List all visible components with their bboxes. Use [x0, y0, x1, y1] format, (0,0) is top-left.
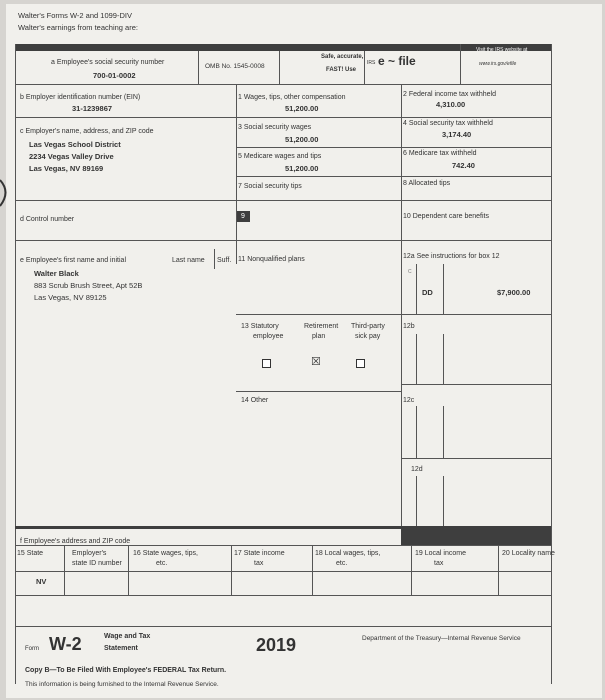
- box-a-label: a Employee's social security number: [51, 59, 165, 66]
- employer-city: Las Vegas, NV 89169: [29, 164, 104, 173]
- box-4-label: 4 Social security tax withheld: [403, 120, 493, 127]
- visit-irs-url: www.irs.gov/efile: [479, 61, 517, 67]
- footer-form-label: Form: [25, 646, 39, 652]
- box-12c-label: 12c: [403, 397, 415, 404]
- employee-name: Walter Black: [34, 269, 79, 278]
- box-17-tax-label: tax: [254, 560, 264, 567]
- box-18-etc-label: etc.: [336, 560, 348, 567]
- retirement-plan-check-mark: ☒: [311, 356, 321, 368]
- safe-fast: FAST! Use: [326, 67, 357, 73]
- box-10-label: 10 Dependent care benefits: [403, 213, 490, 220]
- box-12a-code-letter: C: [408, 269, 412, 275]
- form-right-border: [551, 44, 552, 684]
- box-12b-label: 12b: [403, 323, 415, 330]
- box-4-value: 3,174.40: [442, 130, 472, 139]
- page-subtitle: Walter's earnings from teaching are:: [18, 23, 138, 32]
- safe-accurate: Safe, accurate,: [321, 54, 364, 60]
- omb-number: OMB No. 1545-0008: [205, 63, 265, 70]
- efile-logo: e ~ file: [378, 54, 416, 68]
- box-d-label: d Control number: [20, 216, 75, 223]
- box-1-label: 1 Wages, tips, other compensation: [238, 94, 346, 101]
- box-16-etc-label: etc.: [156, 560, 168, 567]
- box-18-label: 18 Local wages, tips,: [315, 550, 381, 557]
- irs-info-notice: This information is being furnished to the Internal Revenue Service.: [25, 681, 219, 688]
- employer-street: 2234 Vegas Valley Drive: [29, 152, 114, 161]
- page-edge-curl: [0, 178, 14, 208]
- box-e-lastname-label: Last name: [172, 257, 205, 264]
- box-1-value: 51,200.00: [285, 104, 319, 113]
- box-15-stateid-label: state ID number: [72, 560, 122, 567]
- box-5-label: 5 Medicare wages and tips: [238, 153, 322, 160]
- box-12a-label: 12a See instructions for box 12: [403, 253, 500, 260]
- box-13-thirdparty-label: Third-party: [351, 323, 385, 330]
- form-w2-title: W-2: [49, 634, 82, 654]
- box-3-value: 51,200.00: [285, 135, 319, 144]
- box-15-label: 15 State: [17, 550, 44, 557]
- form-top-bar: [15, 44, 551, 51]
- employer-name: Las Vegas School District: [29, 140, 121, 149]
- box-13-retirement-label: Retirement: [304, 323, 339, 330]
- employee-city: Las Vegas, NV 89125: [34, 293, 107, 302]
- employee-ssn: 700-01-0002: [93, 71, 136, 80]
- box-20-label: 20 Locality name: [502, 550, 555, 557]
- box-8-label: 8 Allocated tips: [403, 180, 451, 187]
- box-e-suff-label: Suff.: [217, 257, 232, 264]
- box-17-label: 17 State income: [234, 550, 285, 557]
- box-13-sickpay-label: sick pay: [355, 333, 381, 340]
- statutory-employee-checkbox[interactable]: [262, 359, 271, 368]
- box-6-label: 6 Medicare tax withheld: [403, 150, 477, 157]
- box-c-label: c Employer's name, address, and ZIP code: [20, 128, 154, 135]
- copy-b-notice: Copy B—To Be Filed With Employee's FEDERAL Tax Return.: [25, 667, 227, 674]
- employee-street: 883 Scrub Brush Street, Apt 52B: [34, 281, 143, 290]
- box-2-value: 4,310.00: [436, 100, 466, 109]
- box-15-employer-label: Employer's: [72, 550, 107, 557]
- box-e-label: e Employee's first name and initial: [20, 257, 126, 264]
- third-party-sick-pay-checkbox[interactable]: [356, 359, 365, 368]
- box-5-value: 51,200.00: [285, 164, 319, 173]
- box-7-label: 7 Social security tips: [238, 183, 302, 190]
- box-2-label: 2 Federal income tax withheld: [403, 91, 496, 98]
- box-12d-label: 12d: [411, 466, 423, 473]
- efile-irs: IRS: [367, 60, 376, 66]
- box-15-state-value: NV: [36, 577, 47, 586]
- wage-tax-label: Wage and Tax: [104, 633, 151, 640]
- box-12a-amount: $7,900.00: [497, 288, 531, 297]
- box-6-value: 742.40: [452, 161, 475, 170]
- page-title: Walter's Forms W-2 and 1099-DIV: [18, 11, 132, 20]
- box-f-label: f Employee's address and ZIP code: [20, 538, 131, 545]
- box-b-label: b Employer identification number (EIN): [20, 94, 141, 101]
- employer-ein: 31-1239867: [72, 104, 113, 113]
- visit-irs-text: Visit the IRS website at: [476, 47, 528, 53]
- statement-label: Statement: [104, 645, 138, 652]
- box-19-label: 19 Local income: [415, 550, 466, 557]
- box-3-label: 3 Social security wages: [238, 124, 312, 131]
- tax-year: 2019: [256, 635, 297, 655]
- box-11-label: 11 Nonqualified plans: [238, 256, 305, 263]
- w2-form-page: [6, 4, 602, 698]
- box-13-plan-label: plan: [312, 333, 326, 340]
- box-9-label: 9: [241, 213, 245, 220]
- box-12a-code: DD: [422, 288, 433, 297]
- treasury-dept: Department of the Treasury—Internal Revenue Service: [362, 635, 521, 642]
- box-13-label-employee: employee: [253, 333, 284, 340]
- box-19-tax-label: tax: [434, 560, 444, 567]
- box-14-label: 14 Other: [241, 397, 269, 404]
- form-left-border: [15, 44, 16, 684]
- box-16-label: 16 State wages, tips,: [133, 550, 198, 557]
- box-13-label: 13 Statutory: [241, 323, 279, 330]
